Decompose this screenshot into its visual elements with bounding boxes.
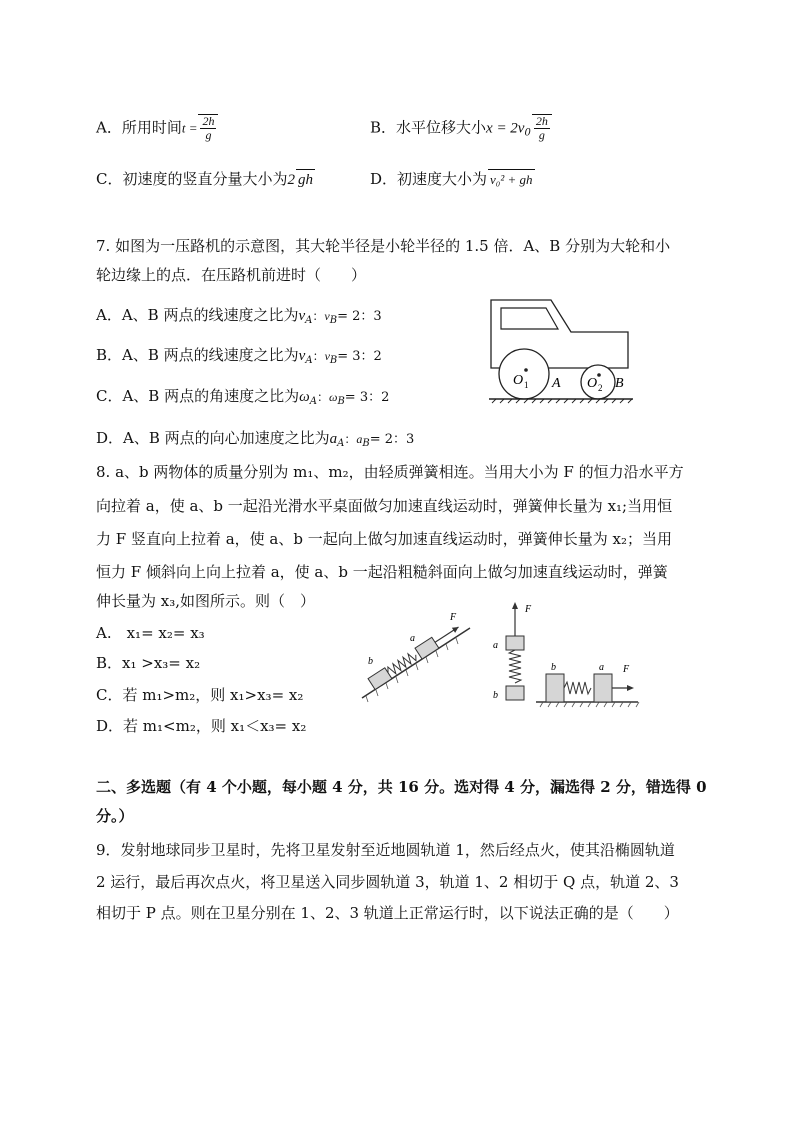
block-a-vertical — [506, 636, 524, 650]
label-b: B — [615, 376, 624, 391]
block-a-incline — [415, 637, 439, 659]
spring-vertical — [509, 650, 521, 683]
q6-option-c: C．初速度的竖直分量大小为2 gh — [96, 170, 313, 188]
svg-text:2: 2 — [598, 383, 603, 393]
q6-option-a — [96, 114, 218, 142]
label-a: A — [552, 376, 561, 391]
road-roller-figure — [486, 296, 636, 404]
q9-stem-line2: 2 运行，最后再次点火，将卫星送入同步圆轨道 3，轨道 1、2 相切于 Q 点，轨道 2、3 — [96, 873, 679, 891]
q8-stem-line4: 恒力 F 倾斜向上向上拉着 a，使 a、b 一起沿粗糙斜面向上做匀加速直线运动时，弹簧 — [96, 563, 668, 581]
vertical-setup — [493, 602, 532, 701]
q6-option-d-sqrt: v₀² + gh — [488, 169, 534, 190]
q7-option-d: D．A、B 两点的向心加速度之比为$a_A$：$a_B= 2$：3 — [96, 429, 415, 449]
q6-option-a-sqrt: $\frac{2h}{g}$ — [198, 114, 218, 142]
q6-option-b-text: B．水平位移大小 — [370, 118, 487, 137]
block-b-horizontal — [546, 674, 564, 702]
q6-option-b-sqrt: $\frac{2h}{g}$ — [532, 114, 552, 142]
q8-option-d: D．若 m₁<m₂，则 x₁＜x₃= x₂ — [96, 717, 307, 735]
q8-option-b: B．x₁ >x₃= x₂ — [96, 654, 201, 672]
label-o2: O — [587, 376, 598, 391]
spring-blocks-figure — [358, 598, 642, 716]
svg-text:a: a — [493, 640, 498, 651]
q6-option-d: D．初速度大小为 v₀² + gh — [370, 170, 533, 188]
big-wheel — [499, 349, 549, 399]
q7-option-c: C．A、B 两点的角速度之比为$\omega_A$：$\omega_B= 3$：2 — [96, 387, 390, 407]
q8-option-c: C．若 m₁>m₂，则 x₁>x₃= x₂ — [96, 686, 304, 704]
q9-stem-line3: 相切于 P 点。则在卫星分别在 1、2、3 轨道上正常运行时，以下说法正确的是（ ） — [96, 904, 679, 922]
q7-option-a: A．A、B 两点的线速度之比为$v_A$：$v_B= 2$：3 — [96, 306, 382, 326]
q6-option-c-sqrt: gh — [296, 169, 315, 190]
incline-setup — [362, 612, 470, 702]
svg-text:F: F — [623, 664, 630, 675]
q9-stem-line1: 9．发射地球同步卫星时，先将卫星发射至近地圆轨道 1，然后经点火，使其沿椭圆轨道 — [96, 841, 675, 859]
q8-stem-line1: 8. a、b 两物体的质量分别为 m₁、m₂，由轻质弹簧相连。当用大小为 F 的恒力沿水平方 — [96, 463, 684, 481]
horizontal-setup — [536, 662, 639, 707]
svg-text:F: F — [525, 604, 532, 615]
section2-heading-line1: 二、多选题（有 4 个小题，每小题 4 分，共 16 分。选对得 4 分，漏选得 2 分，错选得 0 — [96, 778, 707, 796]
svg-text:a: a — [410, 633, 415, 644]
q6-option-a-text: A．所用时间 — [96, 118, 182, 137]
svg-text:1: 1 — [524, 380, 529, 390]
spring-horizontal — [564, 682, 591, 694]
svg-text:F: F — [450, 612, 457, 623]
svg-text:a: a — [599, 662, 604, 673]
q6-option-a-formula: t = — [181, 120, 198, 136]
q7-option-b: B．A、B 两点的线速度之比为$v_A$：$v_B= 3$：2 — [96, 346, 382, 366]
q7-stem-line1: 7. 如图为一压路机的示意图，其大轮半径是小轮半径的 1.5 倍．A、B 分别为大轮和小 — [96, 237, 671, 255]
q6-option-b: B．水平位移大小$x = 2v_0$ $\frac{2h}{g}$ — [370, 114, 552, 144]
section2-heading-line2: 分。） — [96, 807, 134, 825]
svg-text:b: b — [493, 690, 498, 701]
label-o1: O — [513, 373, 524, 388]
q7-stem-line2: 轮边缘上的点．在压路机前进时（ ） — [96, 266, 367, 284]
roller-window — [501, 308, 558, 329]
q8-stem-line2: 向拉着 a，使 a、b 一起沿光滑水平桌面做匀加速直线运动时，弹簧伸长量为 x₁;当用恒 — [96, 497, 673, 515]
block-b-vertical — [506, 686, 524, 700]
q8-stem-line3: 力 F 竖直向上拉着 a，使 a、b 一起向上做匀加速直线运动时，弹簧伸长量为 x₂；当用 — [96, 530, 672, 548]
svg-text:b: b — [368, 656, 373, 667]
svg-text:b: b — [551, 662, 556, 673]
block-a-horizontal — [594, 674, 612, 702]
q8-stem-line5: 伸长量为 x₃,如图所示。则（ ） — [96, 592, 316, 610]
q8-option-a: A. x₁= x₂= x₃ — [96, 624, 205, 642]
